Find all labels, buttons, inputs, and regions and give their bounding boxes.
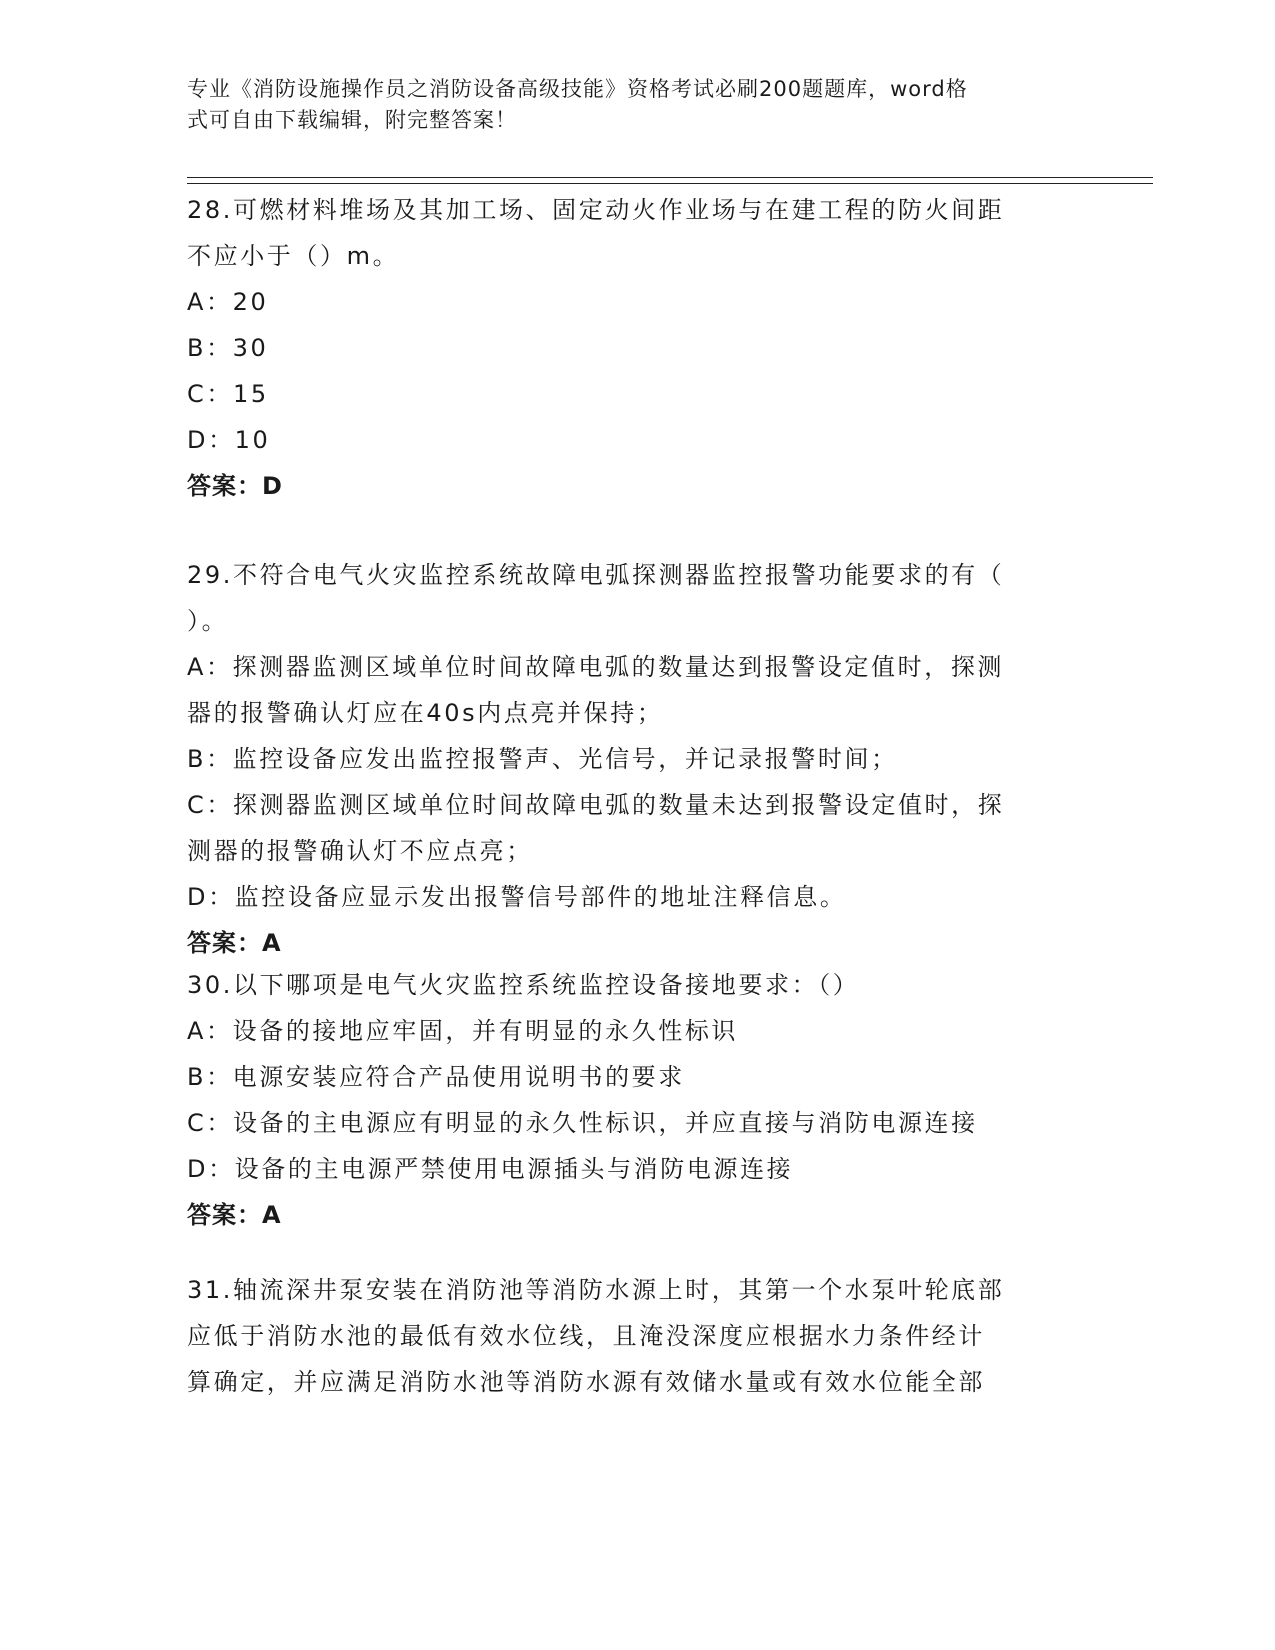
option-d: D：10 (187, 426, 271, 454)
option-c: C：15 (187, 380, 269, 408)
option-a: A：探测器监测区域单位时间故障电弧的数量达到报警设定值时，探测 (187, 653, 1005, 681)
question-stem: 30.以下哪项是电气火灾监控系统监控设备接地要求：（） (187, 971, 860, 999)
header-line-1: 专业《消防设施操作员之消防设备高级技能》资格考试必刷200题题库，word格 (187, 77, 968, 101)
question-28 (187, 187, 1087, 509)
question-stem: 应低于消防水池的最低有效水位线，且淹没深度应根据水力条件经计 (187, 1322, 985, 1350)
question-30 (187, 962, 1087, 1238)
question-stem: ）。 (187, 607, 229, 635)
option-a: A：20 (187, 288, 269, 316)
question-stem: 不应小于（）m。 (187, 242, 400, 270)
option-a-continued: 器的报警确认灯应在40s内点亮并保持； (187, 699, 664, 727)
answer: 答案：A (187, 1201, 282, 1229)
question-stem: 算确定，并应满足消防水池等消防水源有效储水量或有效水位能全部 (187, 1368, 985, 1396)
option-b: B：电源安装应符合产品使用说明书的要求 (187, 1063, 685, 1091)
header-divider-top (187, 177, 1153, 178)
header-divider-bottom (187, 183, 1153, 184)
header-line-2: 式可自由下载编辑，附完整答案！ (187, 108, 517, 132)
option-c: C：探测器监测区域单位时间故障电弧的数量未达到报警设定值时，探 (187, 791, 1005, 819)
option-c-continued: 测器的报警确认灯不应点亮； (187, 837, 533, 865)
option-d: D：监控设备应显示发出报警信号部件的地址注释信息。 (187, 883, 847, 911)
option-b: B：30 (187, 334, 269, 362)
option-c: C：设备的主电源应有明显的永久性标识，并应直接与消防电源连接 (187, 1109, 978, 1137)
question-stem: 28.可燃材料堆场及其加工场、固定动火作业场与在建工程的防火间距 (187, 196, 1005, 224)
question-stem: 29.不符合电气火灾监控系统故障电弧探测器监控报警功能要求的有（ (187, 561, 1005, 589)
question-31 (187, 1267, 1087, 1405)
answer: 答案：D (187, 472, 283, 500)
document-header (187, 74, 1067, 136)
option-b: B：监控设备应发出监控报警声、光信号，并记录报警时间； (187, 745, 898, 773)
question-stem: 31.轴流深井泵安装在消防池等消防水源上时，其第一个水泵叶轮底部 (187, 1276, 1005, 1304)
option-a: A：设备的接地应牢固，并有明显的永久性标识 (187, 1017, 739, 1045)
answer: 答案：A (187, 929, 282, 957)
option-d: D：设备的主电源严禁使用电源插头与消防电源连接 (187, 1155, 794, 1183)
question-29 (187, 552, 1087, 966)
